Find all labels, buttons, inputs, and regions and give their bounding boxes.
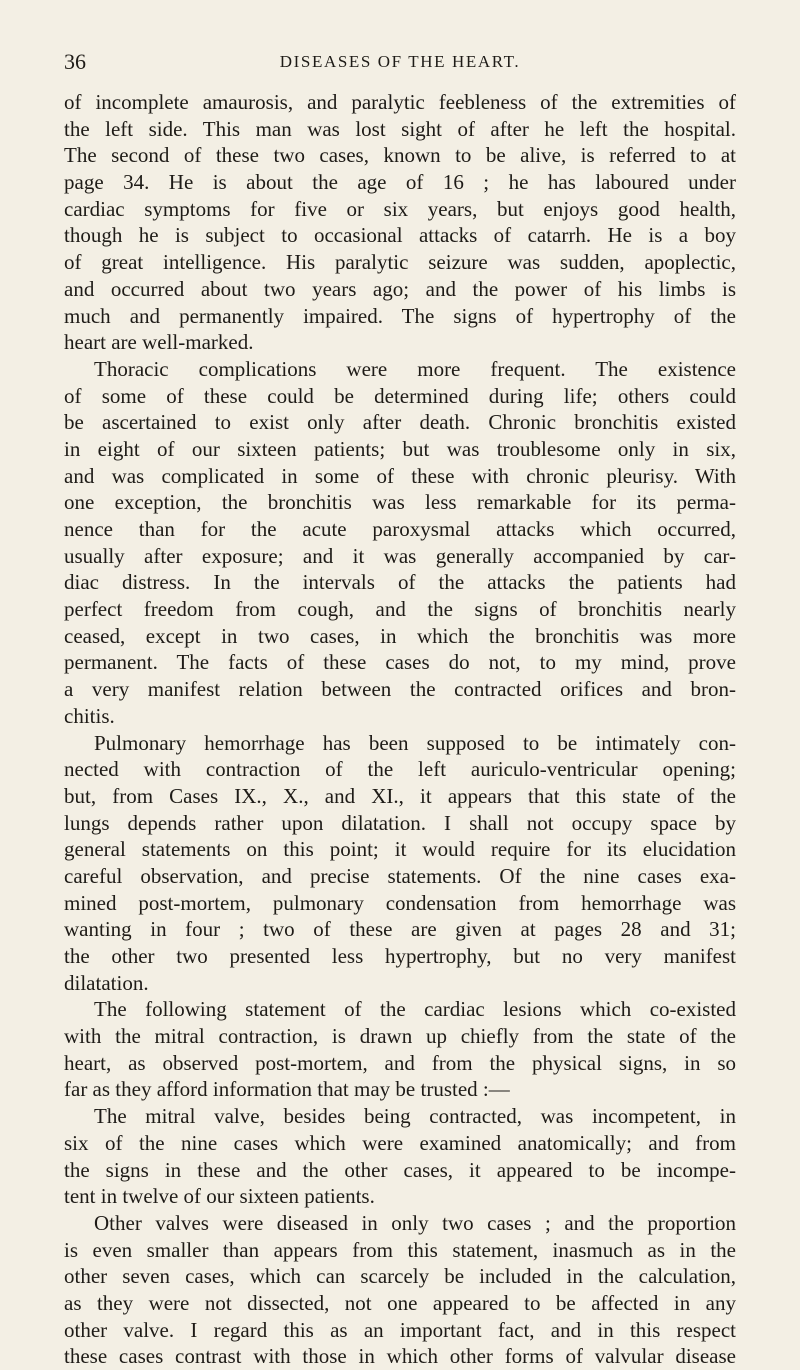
- text-line: other valve. I regard this as an important fact, and in this respect: [64, 1317, 736, 1342]
- text-line: the other two presented less hypertrophy, but no very manifest: [64, 944, 736, 968]
- text-line: mined post-mortem, pulmonary condensation from hemorrhage was: [64, 890, 736, 915]
- text-line: dilatation.: [64, 970, 149, 995]
- text-line: in eight of our sixteen patients; but was troublesome only in six,: [64, 436, 736, 461]
- text-line: of some of these could be determined during life; others could: [64, 383, 736, 408]
- text-line: general statements on this point; it would require for its elucidation: [64, 837, 736, 862]
- paragraph-start-line: Pulmonary hemorrhage has been supposed to be intimately con-: [94, 730, 736, 755]
- text-line: diac distress. In the intervals of the attacks the patients had: [64, 570, 736, 595]
- text-line: ceased, except in two cases, in which the bronchitis was more: [64, 623, 736, 648]
- text-line: usually after exposure; and it was generally accompanied by car-: [64, 543, 736, 568]
- paragraph-start-line: The following statement of the cardiac lesions which co-existed: [94, 997, 736, 1022]
- text-line: much and permanently impaired. The signs of hypertrophy of the: [64, 303, 736, 328]
- text-line: lungs depends rather upon dilatation. I shall not occupy space by: [64, 810, 736, 835]
- page-number: 36: [64, 49, 86, 74]
- running-title: DISEASES OF THE HEART.: [279, 52, 521, 71]
- text-line: The second of these two cases, known to be alive, is referred to at: [64, 143, 736, 168]
- text-line: nected with contraction of the left auriculo-ventricular opening;: [64, 757, 736, 782]
- text-line: heart, as observed post-mortem, and from the physical signs, in so: [64, 1050, 736, 1075]
- text-line: nence than for the acute paroxysmal attacks which occurred,: [64, 517, 736, 541]
- text-line: the left side. This man was lost sight of after he left the hospital.: [64, 116, 736, 141]
- paragraph-start-line: Other valves were diseased in only two cases ; and the proportion: [94, 1210, 736, 1235]
- text-line: but, from Cases IX., X., and XI., it appears that this state of the: [64, 783, 736, 808]
- text-line: wanting in four ; two of these are given at pages 28 and 31;: [64, 917, 736, 942]
- text-line: these cases contrast with those in which other forms of valvular disease: [64, 1344, 736, 1369]
- running-head: [64, 47, 736, 77]
- text-line: of incomplete amaurosis, and paralytic feebleness of the extremities of: [64, 90, 736, 114]
- text-line: cardiac symptoms for five or six years, but enjoys good health,: [64, 196, 736, 221]
- text-line: other seven cases, which can scarcely be included in the calculation,: [64, 1264, 736, 1289]
- paragraph-start-line: The mitral valve, besides being contracted, was incompetent, in: [94, 1104, 736, 1129]
- text-line: of great intelligence. His paralytic seizure was sudden, apoplectic,: [64, 250, 736, 275]
- text-line: far as they afford information that may be trusted :—: [64, 1077, 510, 1102]
- text-line: permanent. The facts of these cases do not, to my mind, prove: [64, 650, 736, 675]
- text-line: and was complicated in some of these with chronic pleurisy. With: [64, 463, 736, 488]
- text-line: with the mitral contraction, is drawn up chiefly from the state of the: [64, 1024, 736, 1049]
- text-line: be ascertained to exist only after death. Chronic bronchitis existed: [64, 410, 736, 435]
- text-line: six of the nine cases which were examined anatomically; and from: [64, 1130, 736, 1155]
- text-line: page 34. He is about the age of 16 ; he has laboured under: [64, 170, 736, 195]
- text-line: as they were not dissected, not one appeared to be affected in any: [64, 1290, 736, 1315]
- text-line: the signs in these and the other cases, it appeared to be incompe-: [64, 1157, 736, 1182]
- text-line: is even smaller than appears from this statement, inasmuch as in the: [64, 1237, 736, 1262]
- text-line: careful observation, and precise statements. Of the nine cases exa-: [64, 863, 736, 888]
- text-line: one exception, the bronchitis was less remarkable for its perma-: [64, 490, 736, 515]
- text-line: though he is subject to occasional attacks of catarrh. He is a boy: [64, 223, 736, 248]
- text-line: perfect freedom from cough, and the signs of bronchitis nearly: [64, 597, 736, 622]
- paragraph-start-line: Thoracic complications were more frequent. The existence: [94, 356, 736, 381]
- text-line: and occurred about two years ago; and the power of his limbs is: [64, 276, 736, 301]
- body-text: [64, 89, 736, 1370]
- text-line: heart are well-marked.: [64, 330, 254, 355]
- text-line: a very manifest relation between the contracted orifices and bron-: [64, 677, 736, 702]
- text-line: tent in twelve of our sixteen patients.: [64, 1184, 375, 1209]
- text-line: chitis.: [64, 703, 115, 728]
